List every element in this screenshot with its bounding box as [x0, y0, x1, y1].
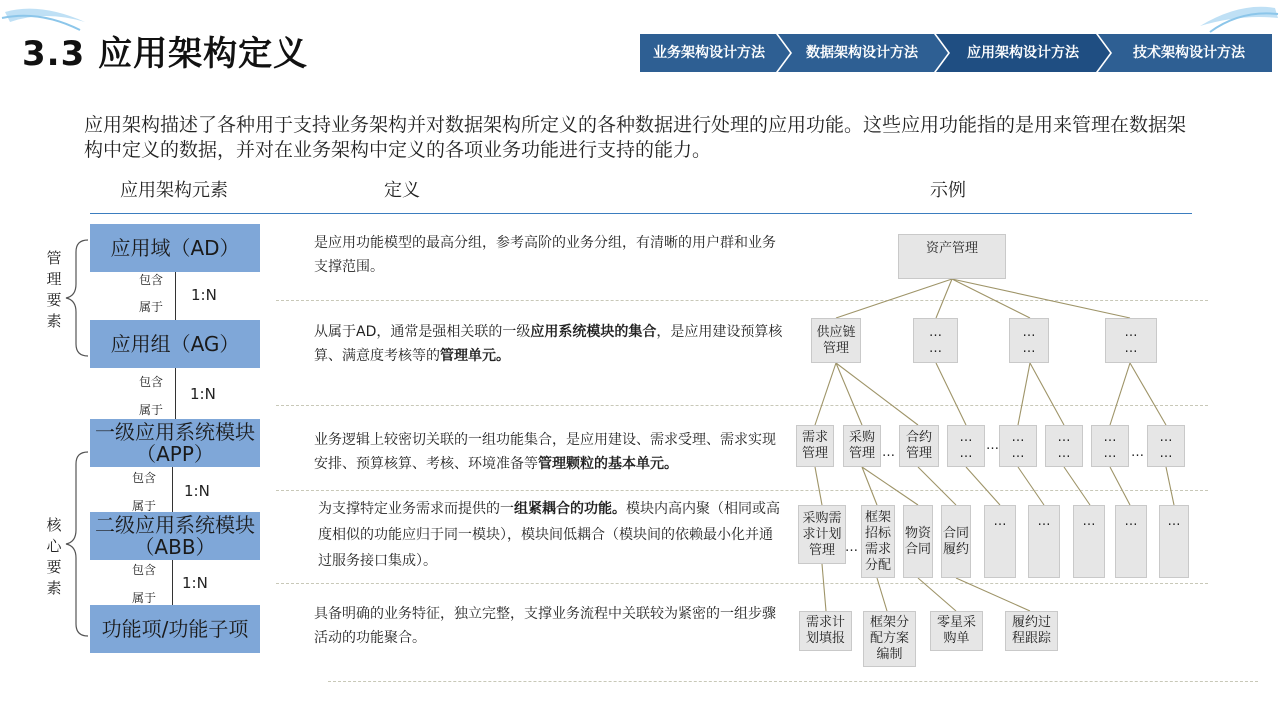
belongs-label-2: 属于 — [139, 403, 164, 417]
tree-l1-node: 供应链管理 — [811, 318, 861, 363]
tree-l2-node: 需求管理 — [796, 425, 834, 467]
element-ag: 应用组（AG） — [90, 320, 260, 368]
ratio-label-4: 1:N — [182, 574, 208, 592]
belongs-label-1: 属于 — [139, 300, 164, 314]
tree-l1-node: … … — [913, 318, 958, 363]
ratio-label-3: 1:N — [184, 482, 210, 500]
col-header-element: 应用架构元素 — [120, 180, 228, 201]
tree-l4-node: 框架分配方案编制 — [863, 611, 916, 667]
tree-l3-node: … — [984, 505, 1016, 578]
col-header-definition: 定义 — [384, 180, 420, 201]
element-app: 一级应用系统模块（APP） — [90, 419, 260, 467]
contains-label-4: 包含 — [132, 563, 157, 577]
belongs-label-3: 属于 — [132, 499, 157, 513]
tree-l2-node: … … — [1091, 425, 1129, 467]
tree-l1-node: … … — [1009, 318, 1049, 363]
tree-l2-node: … … — [947, 425, 985, 467]
tree-l2-node: … … — [1045, 425, 1083, 467]
tree-l3-node: … — [1073, 505, 1105, 578]
tree-l3-node: 框架招标需求分配 — [861, 505, 895, 578]
tree-l4-node: 需求计划填报 — [799, 611, 852, 651]
tree-l4-node: 零星采购单 — [930, 611, 983, 651]
definition-fragment: 应用系统模块的集合 — [530, 324, 657, 340]
tree-ellipsis: … — [986, 438, 999, 453]
ratio-label-2: 1:N — [190, 385, 216, 403]
definition-fragment: 为支撑特定业务需求而提供的一 — [318, 501, 514, 517]
definition-fragment: 管理颗粒的基本单元。 — [538, 456, 678, 472]
tree-l2-node: … … — [999, 425, 1037, 467]
page-title: 3.3 应用架构定义 — [22, 34, 309, 74]
definition-fragment: ，是应用建设预算核算、满意度考核等的 — [314, 324, 783, 364]
definition-fragment: 具备明确的业务特征，独立完整，支撑业务流程中关联较为紧密的一组步骤活动的功能聚合。 — [314, 606, 776, 646]
element-function-item: 功能项/功能子项 — [90, 605, 260, 653]
contains-label-3: 包含 — [132, 471, 157, 485]
definition-fragment: 模块内高内聚（相同或高度相似的功能应归于同一模块），模块间低耦合（模块间的依赖最小化并通过服务接口集成）。 — [318, 501, 780, 569]
definition-fragment: 从属于AD，通常是强相关联的一级 — [314, 324, 531, 340]
tree-ellipsis: … — [1131, 445, 1144, 460]
tree-root: 资产管理 — [898, 234, 1006, 279]
tree-l4-node: 履约过程跟踪 — [1005, 611, 1058, 651]
tree-l1-node: … … — [1105, 318, 1157, 363]
tree-ellipsis: … — [845, 540, 858, 555]
nav-step-technology[interactable]: 技术架构设计方法 — [1133, 45, 1245, 61]
definition-fragment: 组紧耦合的功能。 — [514, 501, 626, 517]
belongs-label-4: 属于 — [132, 591, 157, 605]
tree-ellipsis: … — [882, 445, 895, 460]
col-header-example: 示例 — [930, 180, 966, 201]
management-label: 管理要素 — [46, 249, 62, 330]
contains-label-1: 包含 — [139, 273, 164, 287]
ratio-label-1: 1:N — [191, 286, 217, 304]
tree-l3-node: … — [1115, 505, 1147, 578]
nav-step-business[interactable]: 业务架构设计方法 — [653, 45, 765, 61]
tree-l2-node: 采购管理 — [843, 425, 881, 467]
contains-label-2: 包含 — [139, 375, 164, 389]
tree-l3-node: 物资合同 — [903, 505, 933, 578]
definition-fragment: 业务逻辑上较密切关联的一组功能集合，是应用建设、需求受理、需求实现安排、预算核算、考核、环境准备等 — [314, 432, 776, 472]
tree-l3-node: 采购需求计划管理 — [798, 505, 846, 564]
tree-l3-node: 合同履约 — [941, 505, 971, 578]
tree-l2-node: 合约管理 — [899, 425, 939, 467]
nav-step-application[interactable]: 应用架构设计方法 — [967, 45, 1079, 61]
definition-fragment: 是应用功能模型的最高分组，参考高阶的业务分组，有清晰的用户群和业务支撑范围。 — [314, 235, 776, 275]
element-ad: 应用域（AD） — [90, 224, 260, 272]
definition-fragment: 管理单元。 — [440, 348, 510, 364]
core-label: 核心要素 — [46, 516, 62, 597]
nav-step-data[interactable]: 数据架构设计方法 — [806, 45, 918, 61]
tree-l3-node: … — [1159, 505, 1189, 578]
tree-l3-node: … — [1028, 505, 1060, 578]
intro-paragraph: 应用架构描述了各种用于支持业务架构并对数据架构所定义的各种数据进行处理的应用功能。这些应用功能指的是用来管理在数据架构中定义的数据，并对在业务架构中定义的各项业务功能进行支持的能力。 — [84, 114, 1187, 161]
tree-l2-node: … … — [1147, 425, 1185, 467]
element-abb: 二级应用系统模块（ABB） — [90, 512, 260, 560]
